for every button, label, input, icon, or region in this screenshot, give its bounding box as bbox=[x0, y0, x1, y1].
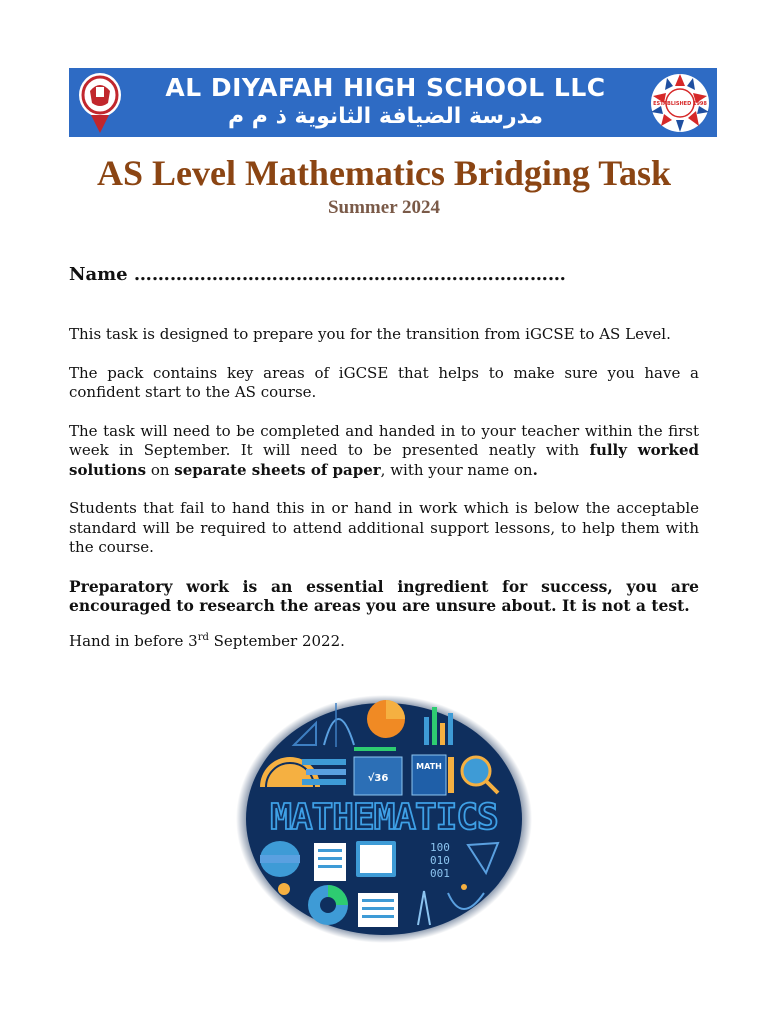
name-label: Name bbox=[69, 264, 128, 285]
school-name-english: AL DIYAFAH HIGH SCHOOL LLC bbox=[165, 73, 606, 102]
instructions-body bbox=[69, 325, 699, 670]
pack-paragraph: The pack contains key areas of iGCSE that helps to make sure you have a confident start to the AS course. bbox=[69, 363, 699, 401]
school-crest-icon bbox=[77, 71, 123, 135]
mathematics-illustration bbox=[236, 695, 532, 943]
school-name-arabic: مدرسة الضيافة الثانوية ذ م م bbox=[228, 104, 543, 129]
math-book-label: MATH bbox=[416, 762, 442, 771]
consequence-paragraph: Students that fail to hand this in or hand in work which is below the acceptable standard will be required to attend additional support lessons, to help them with the course. bbox=[69, 499, 699, 556]
name-field[interactable] bbox=[69, 264, 566, 285]
name-dotted-line: ……………………………………………………………… bbox=[133, 264, 566, 285]
establishment-badge-icon bbox=[649, 72, 711, 134]
submission-paragraph: The task will need to be completed and handed in to your teacher within the first week in September. It will need to be presented neatly with fully worked solutions on separate sheets of paper, with your name on. bbox=[69, 421, 699, 479]
page-title: AS Level Mathematics Bridging Task bbox=[96, 153, 672, 193]
binary-row-2: 010 bbox=[430, 854, 450, 867]
school-header-banner bbox=[69, 68, 717, 137]
page-subtitle: Summer 2024 bbox=[327, 197, 441, 218]
deadline-paragraph: Hand in before 3rd September 2022. bbox=[69, 631, 345, 650]
preparatory-paragraph: Preparatory work is an essential ingredient for success, you are encouraged to research the areas you are unsure about. It is not a test. bbox=[69, 576, 699, 615]
binary-row-3: 001 bbox=[430, 867, 450, 880]
intro-paragraph: This task is designed to prepare you for the transition from iGCSE to AS Level. bbox=[69, 325, 671, 343]
binary-row-1: 100 bbox=[430, 841, 450, 854]
root-label: √36 bbox=[367, 773, 389, 784]
mathematics-word: MATHEMATICS bbox=[270, 797, 498, 838]
badge-text: ESTABLISHED 1998 bbox=[653, 101, 707, 107]
